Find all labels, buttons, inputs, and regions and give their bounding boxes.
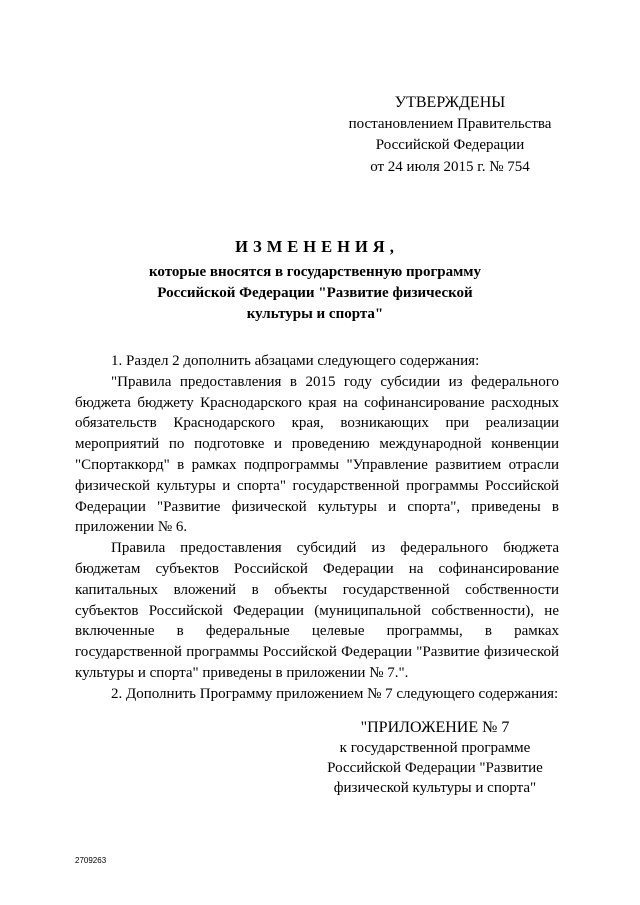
approval-title: УТВЕРЖДЕНЫ: [394, 94, 506, 111]
appendix-title: "ПРИЛОЖЕНИЕ № 7: [360, 719, 510, 736]
approval-line-3: от 24 июля 2015 г. № 754: [370, 158, 530, 175]
appendix-line-1: к государственной программе: [339, 740, 531, 756]
approval-stamp: [330, 92, 570, 178]
paragraph-1: 1. Раздел 2 дополнить абзацами следующего содержания:: [111, 353, 480, 369]
document-body: [75, 351, 559, 705]
approval-line-2: Российской Федерации: [375, 137, 525, 153]
document-title: ИЗМЕНЕНИЯ,: [235, 237, 399, 256]
document-number: 2709263: [75, 856, 107, 865]
appendix-line-2: Российской Федерации "Развитие: [327, 760, 543, 776]
appendix-header: [310, 718, 560, 798]
paragraph-3: Правила предоставления субсидий из федерального бюджета бюджетам субъектов Российской Федерации на софинансирование капитальных вложений в объекты государственной собственности субъектов Российской Федерации (муниципальной собственности), не включенные в федеральные целевые программы, в рамках государственной программы Российской Федерации "Развитие физической культуры и спорта" приведены в приложении № 7.".: [75, 540, 559, 681]
appendix-line-3: физической культуры и спорта": [333, 780, 537, 796]
paragraph-2: "Правила предоставления в 2015 году субсидии из федерального бюджета бюджету Краснодарского края на софинансирование расходных обязательств Краснодарского края, возникающих при реализации мероприятий по подготовке и проведению международной конвенции "Спортаккорд" в рамках подпрограммы "Управление развитием отрасли физической культуры и спорта" государственной программы Российской Федерации "Развитие физической культуры и спорта", приведены в приложении № 6.: [75, 373, 559, 536]
document-subtitle: [105, 262, 525, 325]
approval-line-1: постановлением Правительства: [348, 115, 552, 132]
subtitle-line-3: культуры и спорта": [246, 306, 384, 322]
subtitle-line-2: Российской Федерации "Развитие физической: [157, 285, 473, 301]
paragraph-4: 2. Дополнить Программу приложением № 7 следующего содержания:: [111, 685, 559, 702]
subtitle-line-1: которые вносятся в государственную программу: [148, 264, 482, 280]
